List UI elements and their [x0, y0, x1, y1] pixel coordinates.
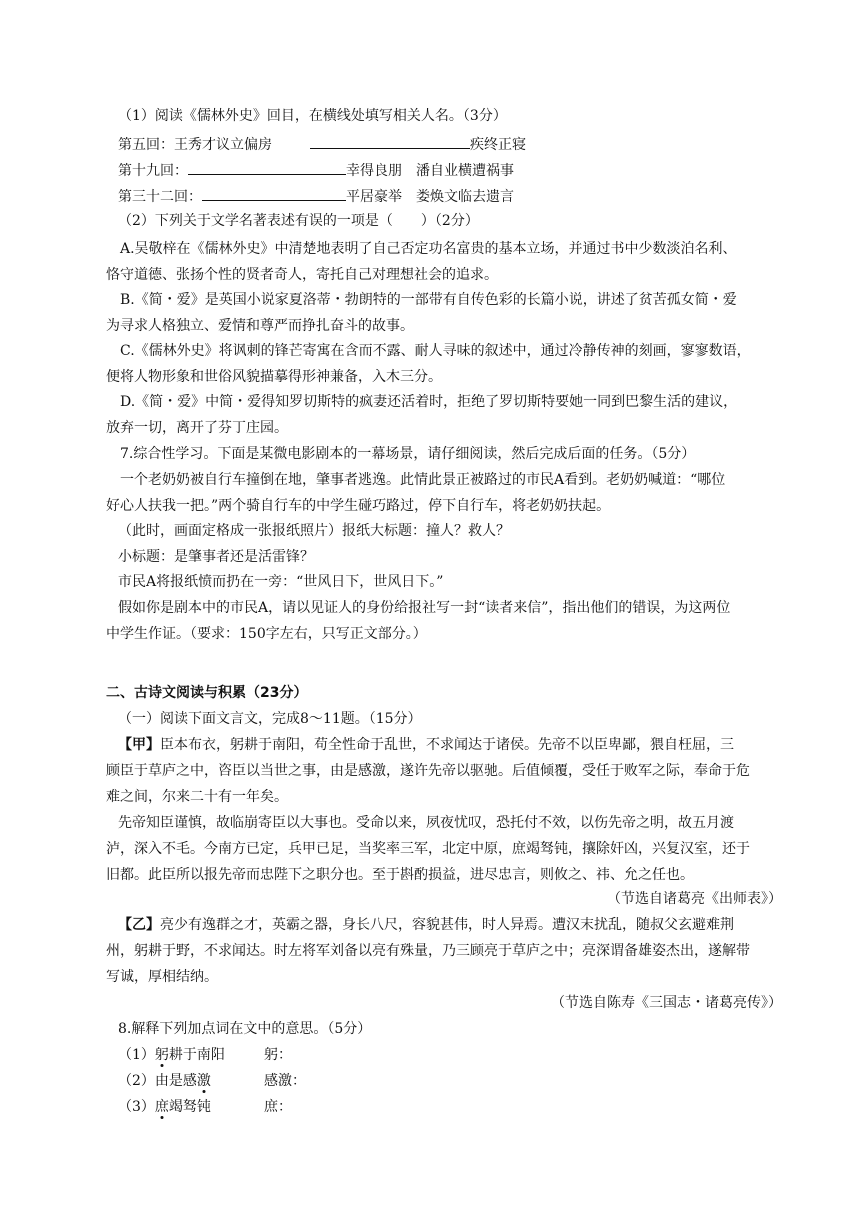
q2-option-d-line2: 放弃一切，离开了芬丁庄园。: [106, 420, 288, 436]
q1-row1-right: 疾终正寝: [470, 137, 526, 153]
q1-row2: [118, 160, 514, 180]
q1-row3: [118, 186, 514, 206]
yi-line2: 州，躬耕于野，不求闻达。时左将军刘备以亮有殊量，乃三顾亮于草庐之中；亮深谓备雄姿杰出，遂解带: [106, 943, 750, 959]
q7-subtitle: 小标题：是肇事者还是活雷锋？: [118, 549, 314, 565]
q8-item-2-num: （2）: [118, 1073, 155, 1089]
q2-option-b-line1: B.《简・爱》是英国小说家夏洛蒂・勃朗特的一部带有自传色彩的长篇小说，讲述了贫苦孤女简・爱: [120, 292, 737, 308]
jia-tag: 【甲】: [118, 737, 160, 753]
q8-item-2: [118, 1071, 211, 1091]
q1-row1: [118, 134, 526, 154]
jia-line3: 难之间，尔来二十有一年矣。: [106, 789, 288, 805]
q8-item-1-dotted-word: 躬: [154, 1047, 169, 1063]
q8-item-3: [118, 1097, 211, 1117]
q8-item-2-pre: 由是感: [154, 1073, 197, 1089]
yi-source: （节选自陈寿《三国志・诸葛亮传》）: [551, 995, 782, 1011]
jia-line5: 泸，深入不毛。今南方已定，兵甲已足，当奖率三军，北定中原，庶竭驽钝，攘除奸凶，兴复汉室，还于: [106, 841, 750, 857]
q2-option-d-line1: D.《简・爱》中简・爱得知罗切斯特的疯妻还活着时，拒绝了罗切斯特要她一同到巴黎生活的建议，: [120, 394, 738, 410]
q7-scene-line1: 一个老奶奶被自行车撞倒在地，肇事者逃逸。此情此景正被路过的市民A看到。老奶奶喊道：“哪位: [120, 472, 726, 488]
q2-option-c-line1: C.《儒林外史》将讽刺的锋芒寄寓在含而不露、耐人寻味的叙述中，通过冷静传神的刻画，寥寥数语，: [120, 343, 751, 359]
q8-item-3-dotted-word: 庶: [154, 1099, 169, 1115]
q2-option-b-line2: 为寻求人格独立、爱情和尊严而挣扎奋斗的故事。: [106, 318, 414, 334]
q2-option-a-line1: A.吴敬梓在《儒林外史》中清楚地表明了自己否定功名富贵的基本立场，并通过书中少数淡泊名利、: [120, 241, 737, 257]
q1-prompt: （1）阅读《儒林外史》回目，在横线处填写相关人名。（3分）: [118, 108, 507, 124]
q8-item-2-answer-label[interactable]: 感激：: [264, 1073, 306, 1089]
q1-row3-left: 第三十二回：: [118, 189, 202, 205]
jia-line4: 先帝知臣谨慎，故临崩寄臣以大事也。受命以来，夙夜忧叹，恐托付不效，以伤先帝之明，故五月渡: [118, 815, 734, 831]
q1-blank-1[interactable]: [310, 134, 470, 149]
q8-item-3-rest: 竭驽钝: [168, 1099, 211, 1115]
q7-task-line2: 中学生作证。（要求：150字左右，只写正文部分。）: [106, 626, 427, 642]
q1-row2-left: 第十九回：: [118, 163, 188, 179]
jia-source: （节选自诸葛亮《出师表》）: [607, 891, 782, 907]
q8-item-1-answer-label[interactable]: 躬：: [264, 1047, 292, 1063]
q7-citizen-line: 市民A将报纸愤而扔在一旁：“世风日下，世风日下。”: [118, 574, 444, 590]
q8-prompt: 8.解释下列加点词在文中的意思。（5分）: [118, 1021, 372, 1037]
yi-line1: [118, 915, 734, 935]
jia-line1-text: 臣本布衣，躬耕于南阳，苟全性命于乱世，不求闻达于诸侯。先帝不以臣卑鄙，猥自枉屈，三: [160, 737, 734, 753]
yi-tag: 【乙】: [118, 917, 160, 933]
section2-subheading: （一）阅读下面文言文，完成8～11题。（15分）: [118, 711, 422, 727]
yi-line3: 写诚，厚相结纳。: [106, 969, 218, 985]
q8-item-1-rest: 耕于南阳: [168, 1047, 225, 1063]
q2-option-c-line2: 便将人物形象和世俗风貌描摹得形神兼备，入木三分。: [106, 369, 442, 385]
q7-task-line1: 假如你是剧本中的市民A，请以见证人的身份给报社写一封“读者来信”，指出他们的错误，为这两位: [118, 600, 731, 616]
q2-prompt: （2）下列关于文学名著表述有误的一项是（ ）（2分）: [118, 213, 479, 229]
q8-item-1-num: （1）: [118, 1047, 155, 1063]
q8-item-2-dotted-word: 激: [196, 1073, 211, 1089]
q1-blank-3[interactable]: [202, 186, 346, 201]
q8-item-3-answer-label[interactable]: 庶：: [264, 1099, 292, 1115]
q1-row1-left: 第五回：王秀才议立偏房: [118, 137, 272, 153]
q2-option-a-line2: 恪守道德、张扬个性的贤者奇人，寄托自己对理想社会的追求。: [106, 267, 498, 283]
q8-item-1: [118, 1045, 225, 1065]
q7-scene-line2: 好心人扶我一把。”两个骑自行车的中学生碰巧路过，停下自行车，将老奶奶扶起。: [106, 498, 611, 514]
yi-line1-text: 亮少有逸群之才，英霸之器，身长八尺，容貌甚伟，时人异焉。遭汉末扰乱，随叔父玄避难荆: [160, 917, 734, 933]
q8-item-3-num: （3）: [118, 1099, 155, 1115]
section2-title: 二、古诗文阅读与积累（23分）: [106, 685, 308, 701]
jia-line1: [118, 735, 734, 755]
jia-line6: 旧都。此臣所以报先帝而忠陛下之职分也。至于斟酌损益，进尽忠言，则攸之、祎、允之任也。: [106, 867, 694, 883]
q1-blank-2[interactable]: [188, 160, 346, 175]
q7-prompt: 7.综合性学习。下面是某微电影剧本的一幕场景，请仔细阅读，然后完成后面的任务。（5分）: [120, 446, 696, 462]
q7-headline: （此时，画面定格成一张报纸照片）报纸大标题：撞人？救人？: [118, 523, 510, 539]
q1-row3-right: 平居豪举 娄焕文临去遗言: [346, 189, 514, 205]
q1-row2-right: 幸得良朋 潘自业横遭祸事: [346, 163, 514, 179]
jia-line2: 顾臣于草庐之中，咨臣以当世之事，由是感激，遂许先帝以驱驰。后值倾覆，受任于败军之际，奉命于危: [106, 763, 750, 779]
